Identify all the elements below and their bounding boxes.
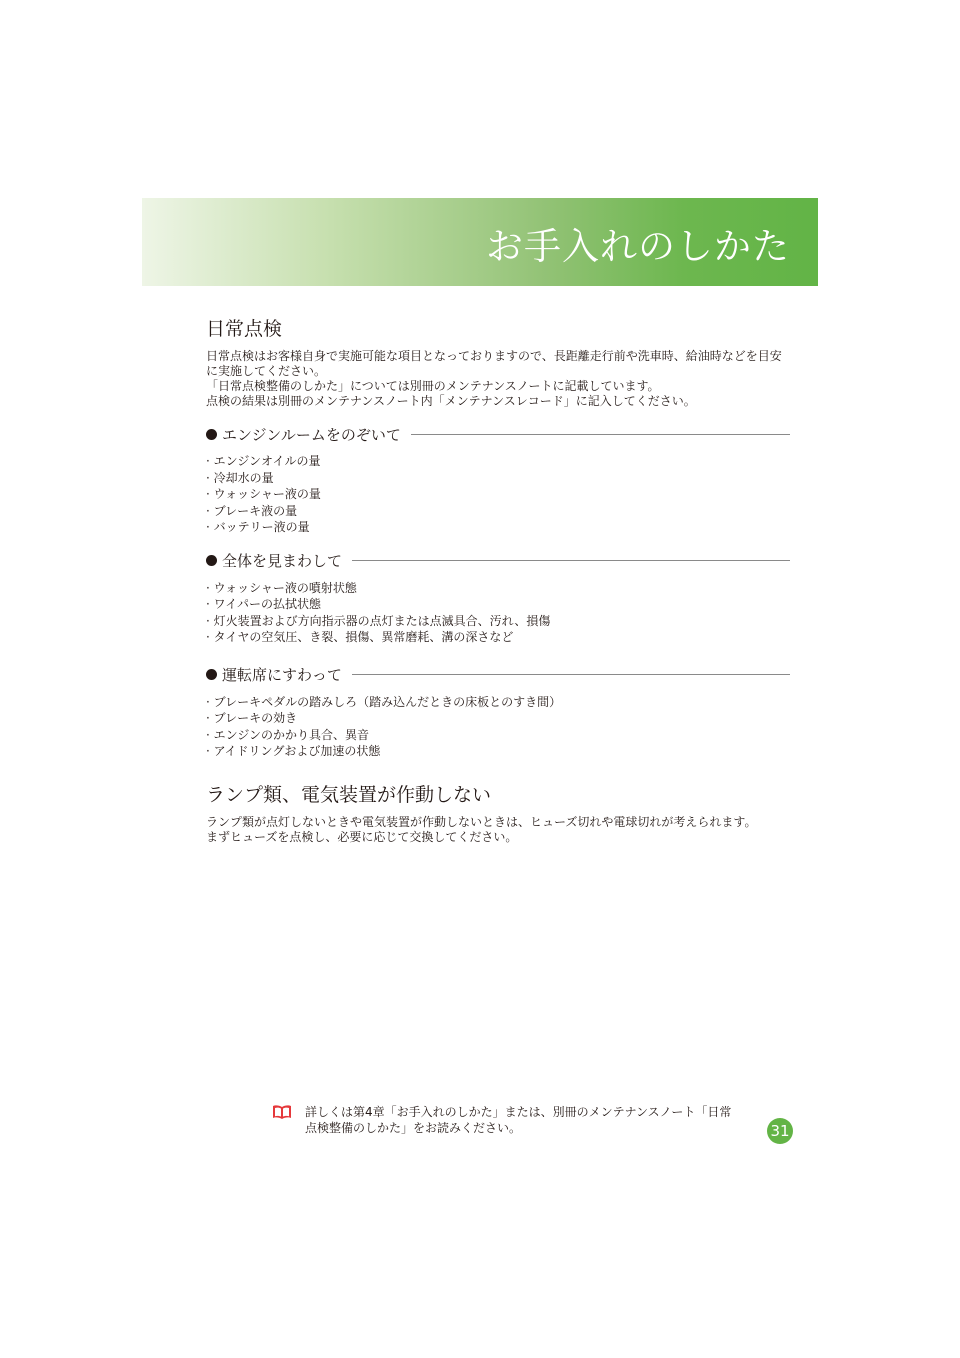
- chapter-banner: [142, 198, 818, 286]
- list-item: · アイドリングおよび加速の状態: [206, 743, 790, 760]
- heading-rule: [352, 560, 790, 561]
- bullet-dot-icon: [206, 429, 217, 440]
- reference-note: [275, 1104, 735, 1136]
- list-item: · ワイパーの払拭状態: [206, 596, 790, 613]
- daily-paragraph: 「日常点検整備のしかた」については別冊のメンテナンスノートに記載しています。: [206, 379, 660, 393]
- list-item: · ブレーキ液の量: [206, 503, 790, 520]
- overall-list: [206, 580, 790, 646]
- note-text: 詳しくは第4章「お手入れのしかた」または、別冊のメンテナンスノート「日常点検整備のしかた」をお読みください。: [305, 1105, 732, 1135]
- list-item: · バッテリー液の量: [206, 519, 790, 536]
- list-item: · ブレーキペダルの踏みしろ（踏み込んだときの床板とのすき間）: [206, 694, 790, 711]
- heading-rule: [352, 674, 790, 675]
- bullet-dot-icon: [206, 555, 217, 566]
- daily-inspection-title: 日常点検: [206, 318, 283, 340]
- main-content: [206, 314, 790, 845]
- engine-room-heading: [206, 423, 790, 445]
- driver-seat-heading: [206, 664, 790, 686]
- lamps-paragraph: ランプ類が点灯しないときや電気装置が作動しないときは、ヒューズ切れや電球切れが考えられます。: [206, 814, 757, 829]
- list-item: · 冷却水の量: [206, 470, 790, 487]
- list-item: · 灯火装置および方向指示器の点灯または点滅具合、汚れ、損傷: [206, 613, 790, 630]
- chapter-title: お手入れのしかた: [486, 225, 790, 268]
- daily-paragraph: 点検の結果は別冊のメンテナンスノート内「メンテナンスレコード」に記入してください。: [206, 394, 696, 408]
- driver-seat-label: 運転席にすわって: [222, 666, 342, 684]
- list-item: · タイヤの空気圧、き裂、損傷、異常磨耗、溝の深さなど: [206, 629, 790, 646]
- heading-rule: [411, 434, 790, 435]
- driver-seat-list: [206, 694, 790, 760]
- list-item: · ブレーキの効き: [206, 710, 790, 727]
- page-number-badge: 31: [767, 1118, 793, 1144]
- list-item: · ウォッシャー液の量: [206, 486, 790, 503]
- engine-room-label: エンジンルームをのぞいて: [222, 425, 401, 444]
- overall-heading: [206, 550, 790, 572]
- list-item: · エンジンオイルの量: [206, 453, 790, 470]
- bullet-dot-icon: [206, 669, 217, 680]
- list-item: · ウォッシャー液の噴射状態: [206, 580, 790, 597]
- overall-label: 全体を見まわして: [222, 552, 343, 570]
- lamps-paragraph: まずヒューズを点検し、必要に応じて交換してください。: [206, 829, 518, 844]
- list-item: · エンジンのかかり具合、異音: [206, 727, 790, 744]
- engine-room-list: [206, 453, 790, 536]
- book-icon: [272, 1104, 292, 1124]
- lamps-title: ランプ類、電気装置が作動しない: [206, 783, 492, 806]
- daily-paragraph: 日常点検はお客様自身で実施可能な項目となっておりますので、長距離走行前や洗車時、給油時などを目安に実施してください。: [206, 349, 782, 378]
